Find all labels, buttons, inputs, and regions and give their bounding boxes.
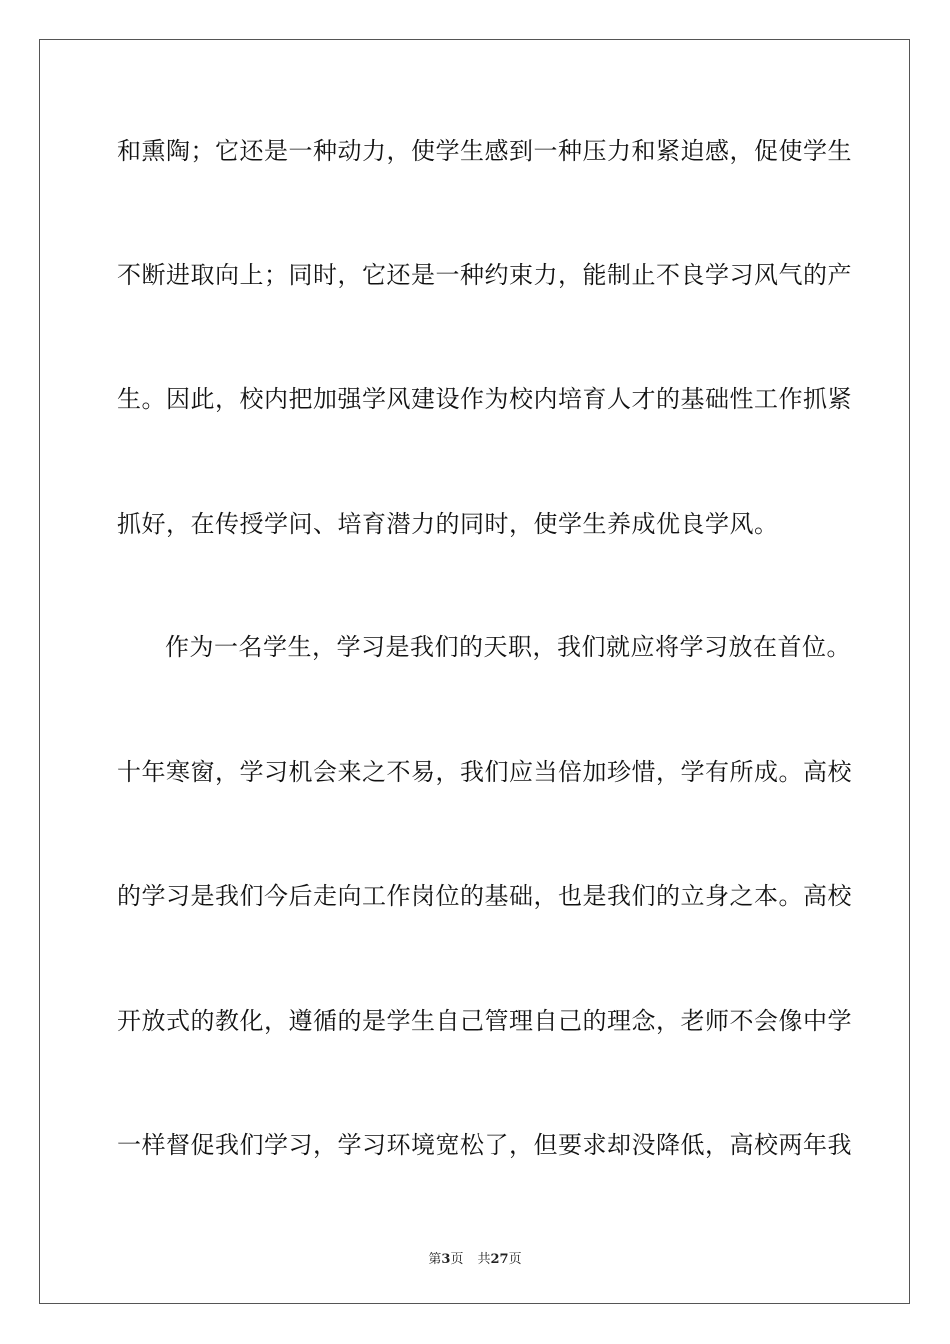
- text-line-7: 的学习是我们今后走向工作岗位的基础，也是我们的立身之本。高校: [117, 882, 852, 910]
- text-line-4: 抓好，在传授学问、培育潜力的同时，使学生养成优良学风。: [117, 510, 779, 538]
- total-suffix: 页: [508, 1252, 522, 1267]
- total-prefix: 共: [477, 1252, 491, 1267]
- page-number: 3: [441, 1252, 451, 1267]
- text-line-2: 不断进取向上；同时，它还是一种约束力，能制止不良学习风气的产: [117, 261, 852, 289]
- text-line-5-paragraph-start: 作为一名学生，学习是我们的天职，我们就应将学习放在首位。: [165, 633, 851, 661]
- text-line-1: 和熏陶；它还是一种动力，使学生感到一种压力和紧迫感，促使学生: [117, 137, 852, 165]
- text-line-9: 一样督促我们学习，学习环境宽松了，但要求却没降低，高校两年我: [117, 1131, 852, 1159]
- text-line-6: 十年寒窗，学习机会来之不易，我们应当倍加珍惜，学有所成。高校: [117, 758, 852, 786]
- text-line-8: 开放式的教化，遵循的是学生自己管理自己的理念，老师不会像中学: [117, 1007, 852, 1035]
- page-footer: [0, 1248, 950, 1267]
- text-line-3: 生。因此，校内把加强学风建设作为校内培育人才的基础性工作抓紧: [117, 385, 852, 413]
- page-suffix: 页: [450, 1252, 464, 1267]
- page-prefix: 第: [428, 1252, 442, 1267]
- total-pages: 27: [490, 1252, 509, 1267]
- page-border: [39, 39, 910, 1304]
